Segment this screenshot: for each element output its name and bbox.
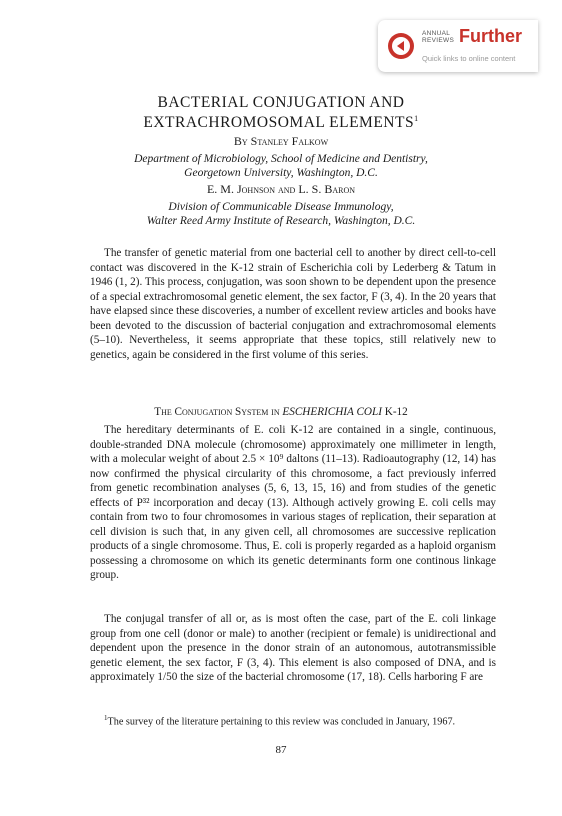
byline-authors-2 bbox=[0, 182, 562, 197]
body-paragraph-1: The transfer of genetic material from one bacterial cell to another by direct cell-to-cell contact was discovered in the K-12 strain of Escherichia coli by Lederberg & Tatum in 1946 (1, 2). This process, conjugation, was soon shown to be dependent upon the presence of a special extrachromosomal genetic element, the sex factor, F (3, 4). In the 20 years that have elapsed since these discoveries, a number of excellent review articles and books have been devoted to the discussion of bacterial conjugation and extrachromosomal elements (5–10). Nevertheless, it seems appropriate that these topics, still relatively new to genetics, again be considered in the first volume of this series. bbox=[90, 247, 496, 361]
byline-and: and bbox=[277, 182, 296, 196]
footnote-text: The survey of the literature pertaining to this review was concluded in January, 1967. bbox=[107, 716, 456, 728]
author-initials-baron: L. S. bbox=[298, 182, 322, 196]
affiliation-1-line-1: Department of Microbiology, School of Medicine and Dentistry, bbox=[134, 153, 428, 165]
article-title-line-2 bbox=[0, 110, 562, 131]
banner-subtitle: Quick links to online content bbox=[422, 54, 516, 63]
body-paragraph-3: The conjugal transfer of all or, as is most often the case, part of the E. coli linkage group from one cell (donor or male) to another (recipient or female) is unidirectional and dependent upon the presence in the donor strain of an autonomous, autotransmissible genetic element, the sex factor, F (3, 4). This element is also composed of DNA, and is approximately 1/50 the size of the bacterial chromosome (17, 18). Cells harboring F are bbox=[90, 613, 496, 683]
author-name-baron: Baron bbox=[324, 182, 356, 196]
body-paragraph-2: The hereditary determinants of E. coli K-12 are contained in a single, continuous, double-stranded DNA molecule (chromosome) approximately one millimeter in length, with a molecular weight of about 2.5 × 10⁹ daltons (11–13). Radioautography (12, 14) has now confirmed the physical circularity of this chromosome, a fact previously inferred from genetic recombination analyses (5, 6, 13, 15, 16) and from studies of the genetic effects of P³² incorporation and decay (13). Although actively growing E. coli cells may contain from two to four chromosomes in various stages of replication, their separation at cell division is such that, in any given cell, all chromosomes are successive replication products of a single chromosome. Thus, E. coli is properly regarded as a haploid organism possessing a chromosome on which its genetic determinants form one continous linkage group. bbox=[90, 424, 496, 581]
banner-further-text: Further bbox=[459, 26, 522, 46]
affiliation-2-line-2: Walter Reed Army Institute of Research, Washington, D.C. bbox=[146, 215, 416, 227]
page-number: 87 bbox=[275, 744, 287, 756]
affiliation-2-line-1: Division of Communicable Disease Immunology, bbox=[168, 201, 394, 213]
section-heading bbox=[0, 406, 562, 418]
title-footnote-mark: 1 bbox=[414, 114, 419, 123]
annual-reviews-further-banner[interactable] bbox=[378, 20, 538, 72]
section-heading-strain: K-12 bbox=[384, 406, 408, 418]
byline-prefix: By bbox=[233, 134, 248, 148]
author-name-johnson: Johnson bbox=[236, 182, 275, 196]
banner-publisher bbox=[422, 30, 454, 44]
banner-reviews-text: REVIEWS bbox=[422, 37, 455, 44]
title-line-2-text: EXTRACHROMOSOMAL ELEMENTS bbox=[143, 114, 415, 132]
author-name-falkow: Stanley Falkow bbox=[250, 134, 329, 148]
banner-annual-text: ANNUAL bbox=[422, 30, 451, 37]
annual-reviews-logo-icon bbox=[388, 33, 414, 59]
footnote bbox=[90, 712, 496, 728]
affiliation-1-line-2: Georgetown University, Washington, D.C. bbox=[184, 167, 378, 179]
article-title-line-1: BACTERIAL CONJUGATION AND bbox=[157, 94, 405, 111]
author-initials-johnson: E. M. bbox=[206, 182, 234, 196]
byline-author-1 bbox=[0, 134, 562, 149]
section-heading-prefix: The Conjugation System in bbox=[154, 406, 280, 418]
section-heading-organism: ESCHERICHIA COLI bbox=[282, 406, 382, 418]
footnote-mark: 1 bbox=[104, 714, 108, 722]
